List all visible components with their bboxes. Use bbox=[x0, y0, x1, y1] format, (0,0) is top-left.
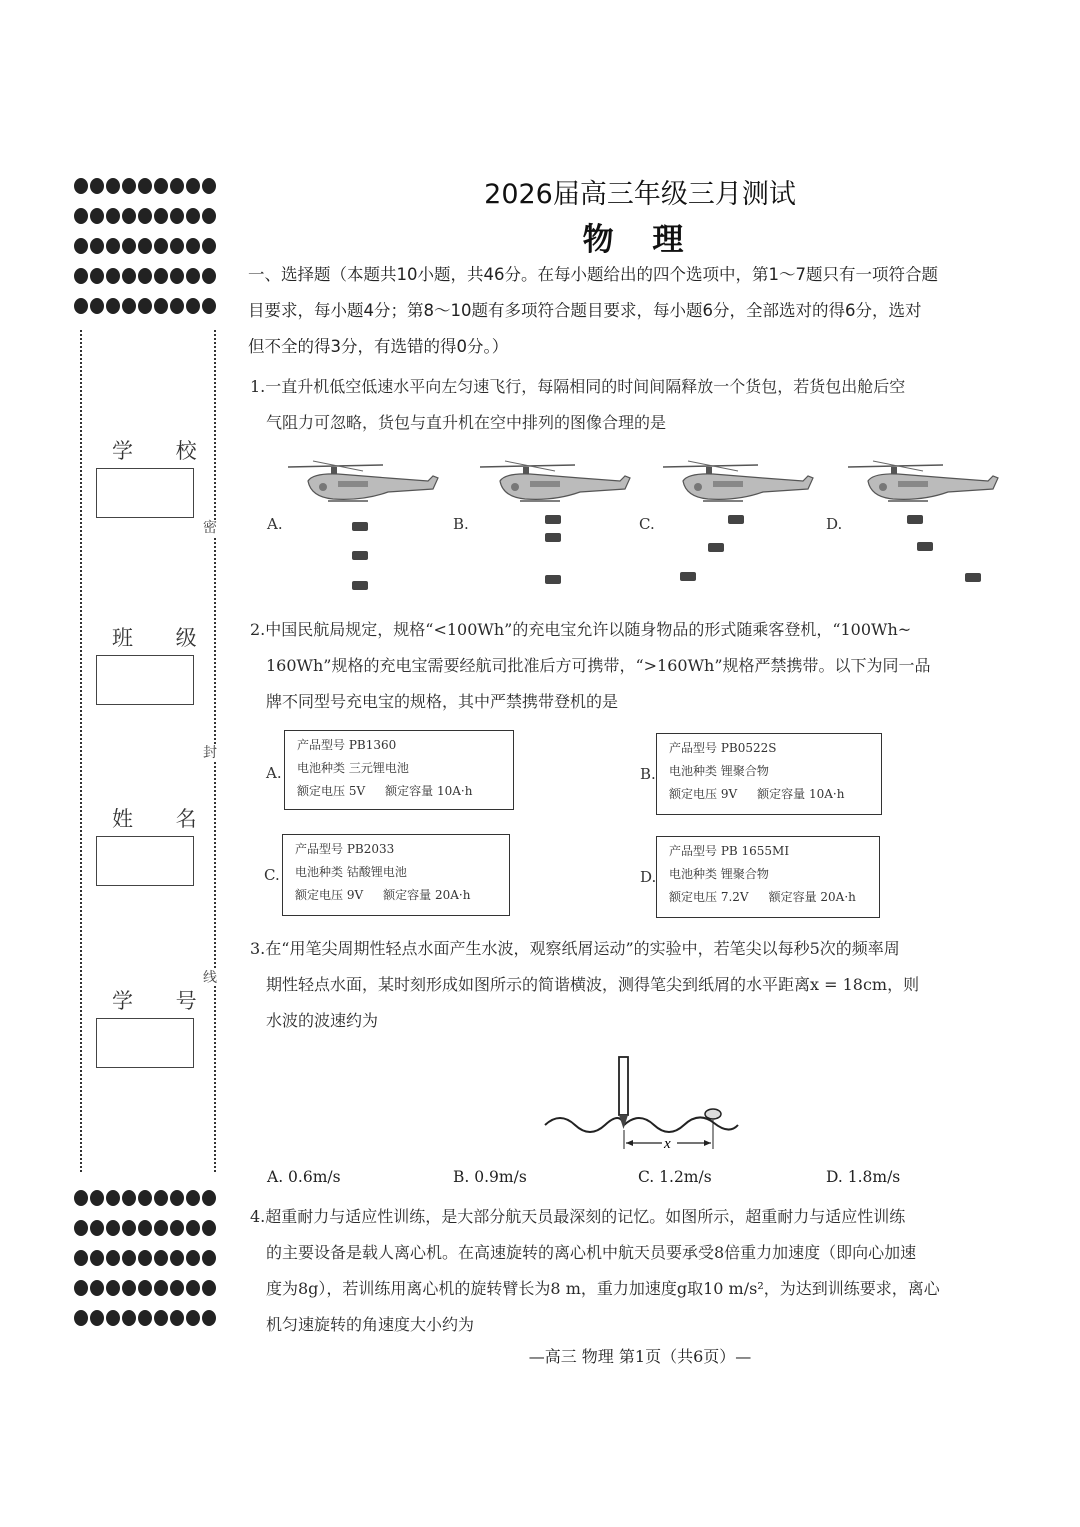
q3-line: 3.在“用笔尖周期性轻点水面产生水波，观察纸屑运动”的实验中，若笔尖以每秒5次的频率周 bbox=[250, 939, 900, 958]
q1-option-c-label[interactable]: C. bbox=[639, 515, 655, 533]
question-2-text bbox=[250, 612, 1030, 720]
school-field[interactable] bbox=[96, 468, 194, 518]
seal-char-xian: 线 bbox=[203, 970, 217, 986]
seal-char-mi: 密 bbox=[203, 520, 217, 536]
spec-voltage: 额定电压 7.2V bbox=[669, 890, 749, 904]
q2-option-c-spec bbox=[282, 834, 510, 916]
q2-option-b-spec bbox=[656, 733, 882, 815]
q2-line: 160Wh”规格的充电宝需要经航司批准后方可携带，“>160Wh”规格严禁携带。以下为同一品 bbox=[266, 656, 931, 675]
name-label: 姓 名 bbox=[112, 807, 215, 831]
spec-model: 产品型号 PB2033 bbox=[295, 842, 395, 856]
pen-icon bbox=[619, 1057, 628, 1129]
spec-capacity: 额定容量 10A·h bbox=[757, 787, 845, 801]
option-b-figure bbox=[480, 461, 630, 584]
spec-battery: 电池种类 钴酸锂电池 bbox=[295, 865, 407, 879]
wave-line-left bbox=[545, 1118, 624, 1132]
package-icon bbox=[907, 515, 923, 524]
question-1-text bbox=[250, 369, 1030, 441]
package-icon bbox=[352, 581, 368, 590]
spec-capacity: 额定容量 20A·h bbox=[768, 890, 856, 904]
exam-title: 2026届高三年级三月测试 bbox=[484, 179, 796, 210]
q1-option-d-label[interactable]: D. bbox=[826, 515, 843, 533]
spec-capacity: 额定容量 20A·h bbox=[383, 888, 471, 902]
q3-option-b[interactable]: B. 0.9m/s bbox=[453, 1168, 527, 1186]
q2-option-c-label[interactable]: C. bbox=[264, 866, 280, 884]
package-icon bbox=[545, 515, 561, 524]
class-label: 班 级 bbox=[112, 626, 215, 650]
option-c-figure bbox=[663, 461, 813, 581]
page-footer: —高三 物理 第1页（共6页）— bbox=[528, 1347, 752, 1366]
school-label: 学 校 bbox=[112, 439, 215, 463]
option-a-figure bbox=[288, 461, 438, 590]
package-icon bbox=[708, 543, 724, 552]
spec-battery: 电池种类 三元锂电池 bbox=[297, 761, 409, 775]
intro-line: 但不全的得3分，有选错的得0分。） bbox=[248, 337, 509, 356]
name-field[interactable] bbox=[96, 836, 194, 886]
q1-line: 1.一直升机低空低速水平向左匀速飞行，每隔相同的时间间隔释放一个货包，若货包出舱后空 bbox=[250, 377, 906, 396]
dot-pattern-bottom bbox=[74, 1190, 219, 1340]
q3-line: 水波的波速约为 bbox=[266, 1011, 379, 1030]
q4-line: 度为8g），若训练用离心机的旋转臂长为8 m，重力加速度g取10 m/s²，为达到训练要求，离心 bbox=[266, 1279, 940, 1298]
q1-line: 气阻力可忽略，货包与直升机在空中排列的图像合理的是 bbox=[266, 413, 667, 432]
q2-option-d-spec bbox=[656, 836, 880, 918]
q1-option-a-label[interactable]: A. bbox=[267, 515, 283, 533]
spec-model: 产品型号 PB 1655MI bbox=[669, 844, 790, 858]
spec-voltage: 额定电压 9V bbox=[669, 787, 738, 801]
q4-line: 的主要设备是载人离心机。在高速旋转的离心机中航天员要承受8倍重力加速度（即向心加速 bbox=[266, 1243, 917, 1262]
distance-label: x bbox=[664, 1136, 671, 1152]
intro-line: 目要求，每小题4分；第8～10题有多项符合题目要求，每小题6分，全部选对的得6分，选对 bbox=[248, 301, 922, 320]
package-icon bbox=[545, 575, 561, 584]
spec-model: 产品型号 PB1360 bbox=[297, 738, 397, 752]
q2-line: 牌不同型号充电宝的规格，其中严禁携带登机的是 bbox=[266, 692, 619, 711]
paper-scrap-icon bbox=[705, 1109, 721, 1119]
q4-line: 机匀速旋转的角速度大小约为 bbox=[266, 1315, 475, 1334]
q2-line: 2.中国民航局规定，规格“<100Wh”的充电宝允许以随身物品的形式随乘客登机，“100Wh~ bbox=[250, 620, 912, 639]
q3-wave-figure bbox=[540, 1055, 750, 1155]
package-icon bbox=[965, 573, 981, 582]
q2-option-a-label[interactable]: A. bbox=[266, 764, 282, 782]
spec-battery: 电池种类 锂聚合物 bbox=[669, 867, 769, 881]
package-icon bbox=[917, 542, 933, 551]
spec-capacity: 额定容量 10A·h bbox=[385, 784, 473, 798]
package-icon bbox=[545, 533, 561, 542]
wave-line-right bbox=[624, 1117, 738, 1132]
section-intro bbox=[248, 257, 1038, 365]
package-icon bbox=[680, 572, 696, 581]
student-id-label: 学 号 bbox=[112, 989, 215, 1013]
package-icon bbox=[352, 551, 368, 560]
option-d-figure bbox=[848, 461, 998, 582]
spec-model: 产品型号 PB0522S bbox=[669, 741, 777, 755]
q3-option-a[interactable]: A. 0.6m/s bbox=[267, 1168, 341, 1186]
question-3-text bbox=[250, 931, 1030, 1039]
seal-char-feng: 封 bbox=[203, 745, 217, 761]
q2-option-d-label[interactable]: D. bbox=[640, 868, 657, 886]
q1-option-b-label[interactable]: B. bbox=[453, 515, 469, 533]
q2-option-b-label[interactable]: B. bbox=[640, 765, 656, 783]
q3-line: 期性轻点水面，某时刻形成如图所示的简谐横波，测得笔尖到纸屑的水平距离x = 18cm，则 bbox=[266, 975, 920, 994]
intro-line: 一、选择题（本题共10小题，共46分。在每小题给出的四个选项中，第1～7题只有一项符合题 bbox=[248, 265, 938, 284]
spec-battery: 电池种类 锂聚合物 bbox=[669, 764, 769, 778]
student-id-field[interactable] bbox=[96, 1018, 194, 1068]
package-icon bbox=[352, 522, 368, 531]
package-icon bbox=[728, 515, 744, 524]
question-4-text bbox=[250, 1199, 1030, 1343]
spec-voltage: 额定电压 9V bbox=[295, 888, 364, 902]
q3-option-d[interactable]: D. 1.8m/s bbox=[826, 1168, 901, 1186]
q3-option-c[interactable]: C. 1.2m/s bbox=[638, 1168, 712, 1186]
q2-option-a-spec bbox=[284, 730, 514, 810]
spec-voltage: 额定电压 5V bbox=[297, 784, 366, 798]
q4-line: 4.超重耐力与适应性训练，是大部分航天员最深刻的记忆。如图所示，超重耐力与适应性训练 bbox=[250, 1207, 906, 1226]
subject-title: 物 理 bbox=[582, 222, 698, 258]
class-field[interactable] bbox=[96, 655, 194, 705]
